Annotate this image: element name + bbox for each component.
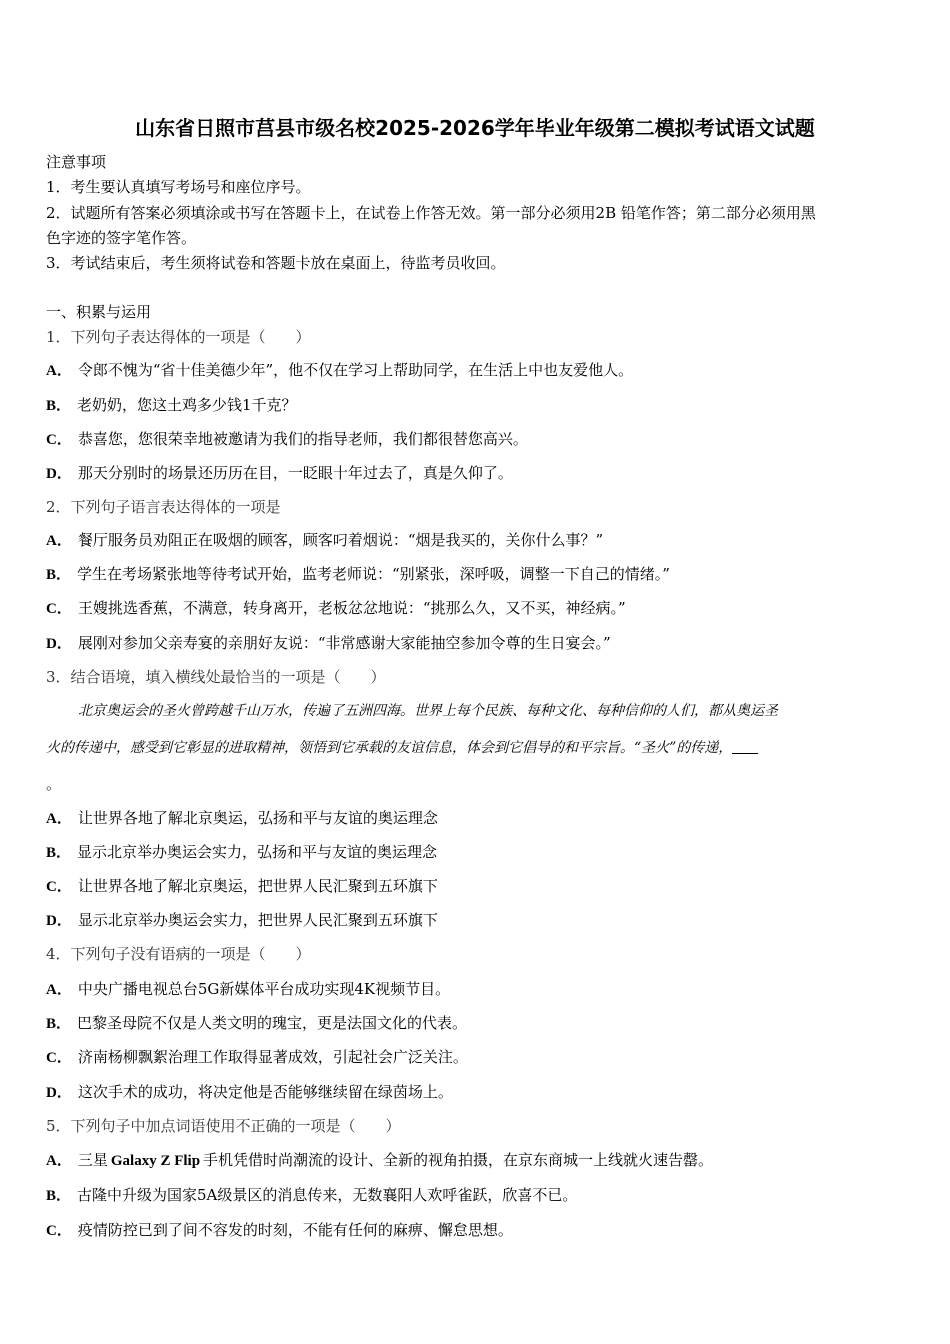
option-label: A． — [46, 533, 72, 549]
passage-line: 北京奥运会的圣火曾跨越千山万水，传遍了五洲四海。世界上每个民族、每种文化、每种信仰的人们，都从奥运圣 — [78, 703, 778, 719]
option-d — [46, 463, 513, 484]
option-label: C． — [46, 879, 72, 895]
option-c — [46, 429, 528, 450]
question-stem: 3．结合语境，填入横线处最恰当的一项是（ ） — [46, 668, 386, 686]
question-stem: 1．下列句子表达得体的一项是（ ） — [46, 328, 311, 346]
option-text: 那天分别时的场景还历历在目，一眨眼十年过去了，真是久仰了。 — [77, 464, 513, 482]
option-c — [46, 598, 626, 619]
option-text: 中央广播电视总台5G新媒体平台成功实现4K视频节目。 — [77, 980, 451, 998]
option-a — [46, 360, 633, 381]
passage-text: 火的传递中，感受到它彰显的进取精神，领悟到它承载的友谊信息，体会到它倡导的和平宗旨。“圣火”的传递， — [46, 740, 733, 756]
option-b — [46, 1013, 467, 1034]
option-label: B． — [46, 1188, 72, 1204]
option-text: 三星 — [77, 1151, 108, 1169]
option-text: 老奶奶，您这土鸡多少钱1千克？ — [77, 396, 297, 414]
fill-blank — [732, 739, 758, 754]
question-stem: 2．下列句子语言表达得体的一项是 — [46, 498, 281, 516]
notice-item: 2．试题所有答案必须填涂或书写在答题卡上，在试卷上作答无效。第一部分必须用2B 铅笔作答；第二部分必须用黑 — [46, 204, 816, 222]
option-text: 济南杨柳飘絮治理工作取得显著成效，引起社会广泛关注。 — [77, 1048, 468, 1066]
option-text: 王嫂挑选香蕉，不满意，转身离开，老板忿忿地说：“挑那么久，又不买，神经病。” — [77, 599, 626, 617]
option-label: B． — [46, 845, 72, 861]
notice-item: 1．考生要认真填写考场号和座位序号。 — [46, 178, 311, 196]
option-label: A． — [46, 1153, 72, 1169]
option-text: 恭喜您，您很荣幸地被邀请为我们的指导老师，我们都很替您高兴。 — [77, 430, 528, 448]
notice-item: 色字迹的签字笔作答。 — [46, 229, 197, 247]
option-d — [46, 910, 438, 931]
option-c — [46, 1047, 468, 1068]
option-b — [46, 564, 670, 585]
option-text: 显示北京举办奥运会实力，把世界人民汇聚到五环旗下 — [77, 911, 438, 929]
option-text-bold: Galaxy Z Flip — [110, 1153, 201, 1169]
section-heading: 一、积累与运用 — [46, 303, 152, 321]
option-d — [46, 1082, 453, 1103]
option-text: 让世界各地了解北京奥运，把世界人民汇聚到五环旗下 — [77, 877, 438, 895]
passage-line — [46, 738, 758, 758]
option-text: 令郎不愧为“省十佳美德少年”，他不仅在学习上帮助同学，在生活上中也友爱他人。 — [77, 361, 634, 379]
option-text: 巴黎圣母院不仅是人类文明的瑰宝，更是法国文化的代表。 — [77, 1014, 468, 1032]
option-label: C． — [46, 432, 72, 448]
option-label: C． — [46, 1223, 72, 1239]
option-b — [46, 1185, 577, 1206]
option-a — [46, 808, 438, 829]
option-text: 学生在考场紧张地等待考试开始，监考老师说：“别紧张，深呼吸，调整一下自己的情绪。” — [77, 565, 670, 583]
option-text: 显示北京举办奥运会实力，弘扬和平与友谊的奥运理念 — [77, 843, 438, 861]
option-label: C． — [46, 1050, 72, 1066]
question-stem: 4．下列句子没有语病的一项是（ ） — [46, 945, 311, 963]
option-label: D． — [46, 636, 72, 652]
option-text: 让世界各地了解北京奥运，弘扬和平与友谊的奥运理念 — [77, 809, 438, 827]
option-text: 疫情防控已到了间不容发的时刻，不能有任何的麻痹、懈怠思想。 — [77, 1221, 513, 1239]
option-d — [46, 633, 611, 654]
option-label: B． — [46, 567, 72, 583]
question-stem: 5．下列句子中加点词语使用不正确的一项是（ ） — [46, 1117, 401, 1135]
option-text: 这次手术的成功，将决定他是否能够继续留在绿茵场上。 — [77, 1083, 453, 1101]
notice-item: 3．考试结束后，考生须将试卷和答题卡放在桌面上，待监考员收回。 — [46, 254, 506, 272]
option-text: 展刚对参加父亲寿宴的亲朋好友说：“非常感谢大家能抽空参加令尊的生日宴会。” — [77, 634, 611, 652]
option-label: D． — [46, 1085, 72, 1101]
option-text: 手机凭借时尚潮流的设计、全新的视角拍摄，在京东商城一上线就火速告罄。 — [203, 1151, 714, 1169]
passage-end: 。 — [46, 775, 62, 793]
option-c — [46, 1220, 513, 1241]
notice-heading: 注意事项 — [46, 153, 107, 171]
option-a — [46, 979, 450, 1000]
option-label: B． — [46, 1016, 72, 1032]
option-b — [46, 395, 297, 416]
option-label: A． — [46, 363, 72, 379]
option-text: 古隆中升级为国家5A级景区的消息传来，无数襄阳人欢呼雀跃，欣喜不已。 — [77, 1186, 578, 1204]
option-c — [46, 876, 438, 897]
option-label: D． — [46, 913, 72, 929]
option-a — [46, 1150, 713, 1171]
option-label: C． — [46, 601, 72, 617]
option-a — [46, 530, 603, 551]
option-label: A． — [46, 811, 72, 827]
option-b — [46, 842, 437, 863]
option-label: B． — [46, 398, 72, 414]
option-label: A． — [46, 982, 72, 998]
option-text: 餐厅服务员劝阻正在吸烟的顾客，顾客叼着烟说：“烟是我买的，关你什么事？” — [77, 531, 604, 549]
option-label: D． — [46, 466, 72, 482]
page-title: 山东省日照市莒县市级名校2025-2026学年毕业年级第二模拟考试语文试题 — [135, 116, 815, 140]
